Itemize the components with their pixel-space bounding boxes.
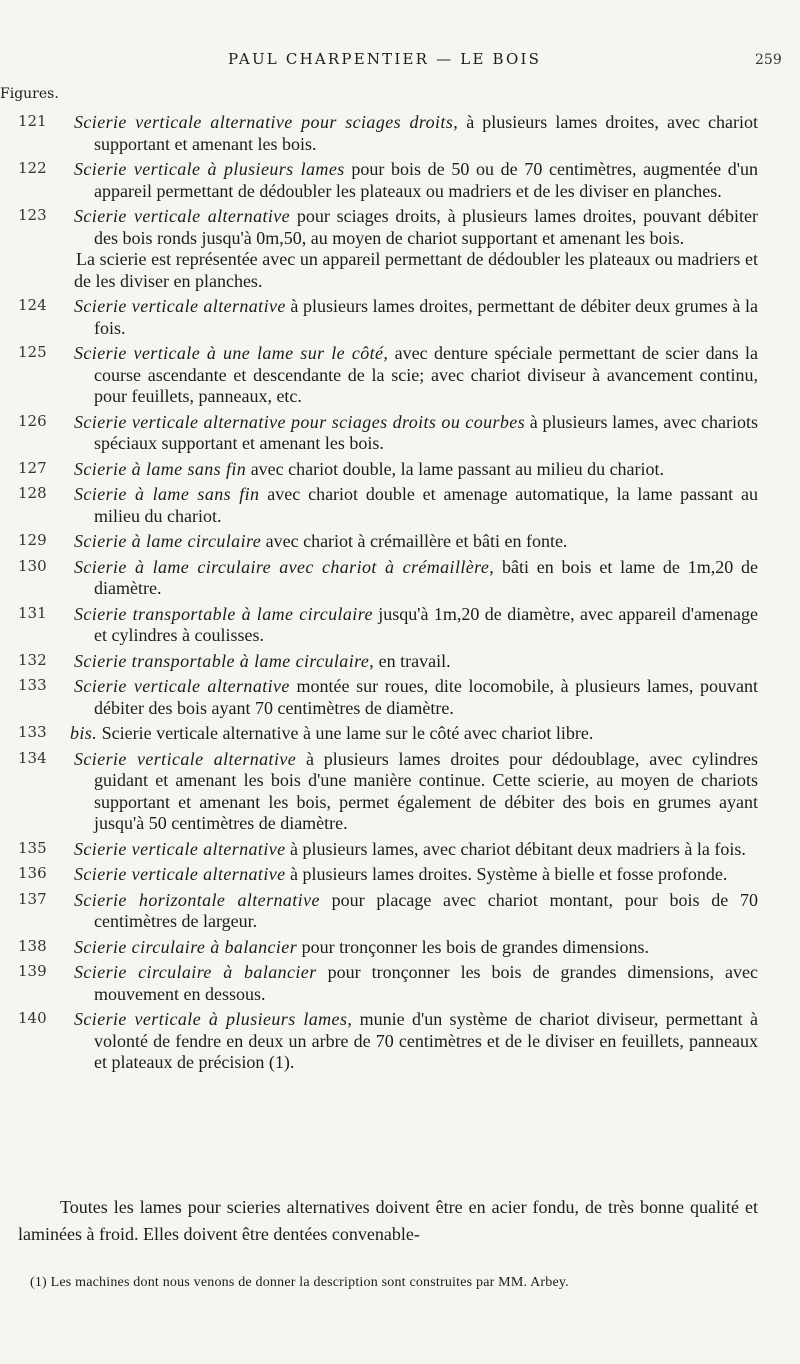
footnote-separator bbox=[30, 1262, 150, 1263]
figure-note: La scierie est représentée avec un appareil permettant de dédoubler les plateaux ou madriers et de les diviser en planches. bbox=[74, 249, 758, 291]
figure-description: avec chariot double et amenage automatique, la lame passant au milieu du chariot. bbox=[94, 484, 758, 526]
figures-label: Figures. bbox=[0, 86, 59, 102]
figure-caption bbox=[74, 531, 758, 553]
figure-description: pour sciages droits, à plusieurs lames droites, pouvant débiter des bois ronds jusqu'à 0m,50, au moyen de chariot supportant et amenant les bois. bbox=[94, 206, 758, 248]
figure-title-italic: Scierie verticale à une lame sur le côté, bbox=[74, 343, 389, 363]
figure-number: 127 bbox=[18, 458, 47, 477]
page-number: 259 bbox=[755, 52, 782, 68]
figure-caption bbox=[74, 484, 758, 527]
figure-title-italic: Scierie circulaire à balancier bbox=[74, 962, 317, 982]
figure-caption bbox=[74, 412, 758, 455]
figure-entry bbox=[0, 484, 800, 527]
figure-caption bbox=[74, 839, 758, 861]
figure-title-italic: bis. bbox=[70, 723, 98, 743]
figure-entry bbox=[0, 112, 800, 155]
figure-description: à plusieurs lames droites, avec chariot supportant et amenant les bois. bbox=[94, 112, 758, 154]
figure-caption bbox=[70, 723, 758, 745]
figure-number: 124 bbox=[18, 296, 47, 314]
figure-entry bbox=[0, 676, 800, 719]
figure-caption bbox=[74, 676, 758, 719]
figure-description: avec denture spéciale permettant de scier dans la course ascendante et descendante de la scie; avec chariot diviseur à avancement continu, pour feuillets, panneaux, etc. bbox=[94, 343, 758, 406]
figure-entry bbox=[0, 864, 800, 886]
figure-entry bbox=[0, 1009, 800, 1074]
figure-entry bbox=[0, 531, 800, 553]
figure-title-italic: Scierie verticale alternative bbox=[74, 296, 286, 316]
figure-title-italic: Scierie transportable à lame circulaire bbox=[74, 603, 373, 624]
figure-number: 140 bbox=[18, 1009, 47, 1027]
figure-description: Scierie verticale alternative à une lame sur le côté avec chariot libre. bbox=[97, 723, 594, 743]
figure-number: 137 bbox=[18, 889, 47, 908]
figure-entry bbox=[0, 459, 800, 481]
figure-caption bbox=[74, 937, 758, 959]
figure-title-italic: Scierie verticale alternative bbox=[74, 206, 291, 226]
closing-paragraph: Toutes les lames pour scieries alternatives doivent être en acier fondu, de très bonne qualité et laminées à froid. Elles doivent être dentées convenable- bbox=[18, 1197, 758, 1244]
figure-entry bbox=[0, 937, 800, 959]
figure-caption bbox=[74, 890, 758, 933]
figure-description: montée sur roues, dite locomobile, à plusieurs lames, pouvant débiter des bois ayant 70 centimètres de diamètre. bbox=[94, 676, 758, 718]
figure-title-italic: Scierie à lame sans fin bbox=[74, 458, 247, 479]
figure-description: à plusieurs lames droites pour dédoublage, avec cylindres guidant et amenant les bois d'une manière continue. Cette scierie, au moyen de chariots supportant et amenant les bois, permet également de débiter des bois en grumes ayant jusqu'à 50 centimètres de diamètre. bbox=[94, 748, 758, 833]
figure-list bbox=[0, 112, 800, 1078]
figure-description: avec chariot double, la lame passant au milieu du chariot. bbox=[246, 458, 665, 479]
figure-number: 131 bbox=[18, 603, 47, 622]
figure-title-italic: Scierie verticale alternative bbox=[74, 838, 286, 859]
figure-entry bbox=[0, 749, 800, 835]
figure-title-italic: Scierie verticale alternative bbox=[74, 676, 290, 696]
figure-number: 132 bbox=[18, 650, 47, 669]
figure-caption bbox=[74, 651, 758, 673]
figure-number: 139 bbox=[18, 962, 47, 980]
figure-number: 122 bbox=[18, 159, 47, 177]
figure-entry bbox=[0, 412, 800, 455]
figure-description: jusqu'à 1m,20 de diamètre, avec appareil d'amenage et cylindres à coulisses. bbox=[94, 603, 759, 645]
figure-number: 138 bbox=[18, 936, 47, 955]
figure-number: 121 bbox=[18, 112, 47, 130]
figure-title-italic: Scierie verticale alternative pour sciages droits, bbox=[74, 112, 459, 132]
footnote: (1) Les machines dont nous venons de donner la description sont construites par MM. Arbey. bbox=[30, 1275, 569, 1290]
figure-number: 135 bbox=[18, 838, 47, 857]
figure-caption bbox=[74, 864, 758, 886]
figure-description: à plusieurs lames, avec chariots spéciaux supportant et amenant les bois. bbox=[94, 411, 758, 453]
figure-title-italic: Scierie à lame circulaire bbox=[74, 531, 262, 551]
figure-entry bbox=[0, 890, 800, 933]
figure-description: bâti en bois et lame de 1m,20 de diamètre. bbox=[94, 556, 759, 598]
figure-title-italic: Scierie transportable à lame circulaire, bbox=[74, 650, 375, 671]
figure-entry bbox=[0, 296, 800, 339]
figure-title-italic: Scierie à lame sans fin bbox=[74, 484, 260, 504]
figure-title-italic: Scierie verticale alternative bbox=[74, 748, 297, 769]
figure-caption bbox=[74, 749, 758, 835]
figure-number: 130 bbox=[18, 556, 47, 575]
figure-title-italic: Scierie circulaire à balancier bbox=[74, 936, 298, 957]
figure-entry bbox=[0, 839, 800, 861]
figure-number: 134 bbox=[18, 748, 47, 767]
figure-title-italic: Scierie verticale à plusieurs lames bbox=[74, 159, 345, 179]
figure-entry bbox=[0, 604, 800, 647]
figure-description: à plusieurs lames droites, permettant de débiter deux grumes à la fois. bbox=[94, 296, 758, 338]
figure-caption bbox=[74, 112, 758, 155]
figure-caption bbox=[74, 159, 758, 202]
figure-description: à plusieurs lames droites. Système à bielle et fosse profonde. bbox=[285, 864, 728, 884]
figure-number: 123 bbox=[18, 206, 47, 224]
figure-title-italic: Scierie verticale à plusieurs lames, bbox=[74, 1009, 353, 1029]
figure-description: pour tronçonner les bois de grandes dimensions, avec mouvement en dessous. bbox=[94, 962, 758, 1004]
figure-caption bbox=[74, 604, 758, 647]
figure-caption bbox=[74, 459, 758, 481]
figure-title-italic: Scierie horizontale alternative bbox=[74, 889, 320, 910]
figure-description: avec chariot à crémaillère et bâti en fonte. bbox=[261, 531, 568, 551]
figure-description: pour tronçonner les bois de grandes dimensions. bbox=[297, 936, 650, 957]
figure-description: pour placage avec chariot montant, pour bois de 70 centimètres de largeur. bbox=[94, 889, 758, 931]
figure-entry bbox=[0, 206, 800, 292]
figure-caption bbox=[74, 343, 758, 408]
figure-number: 133 bbox=[18, 676, 47, 694]
figure-description: munie d'un système de chariot diviseur, permettant à volonté de fendre en deux un arbre de 70 centimètres et de le diviser en feuillets, panneaux et plateaux de précision (1). bbox=[94, 1009, 759, 1072]
figure-entry bbox=[0, 343, 800, 408]
figure-caption bbox=[74, 206, 758, 249]
figure-caption bbox=[74, 1009, 758, 1074]
figure-title-italic: Scierie verticale alternative pour sciages droits ou courbes bbox=[74, 411, 526, 432]
figure-description: à plusieurs lames, avec chariot débitant deux madriers à la fois. bbox=[285, 838, 746, 859]
header-title: PAUL CHARPENTIER — LE BOIS bbox=[228, 50, 542, 68]
figure-number: 126 bbox=[18, 411, 47, 430]
figure-description: en travail. bbox=[374, 650, 451, 671]
figure-caption bbox=[74, 557, 758, 600]
figure-entry bbox=[0, 159, 800, 202]
running-header bbox=[0, 50, 800, 72]
figure-number: 136 bbox=[18, 864, 47, 882]
figure-caption bbox=[74, 296, 758, 339]
figure-title-italic: Scierie verticale alternative bbox=[74, 864, 286, 884]
figure-number: 125 bbox=[18, 343, 47, 361]
figure-entry bbox=[0, 962, 800, 1005]
figure-number: 129 bbox=[18, 531, 47, 549]
figure-number: 128 bbox=[18, 484, 47, 502]
figure-entry bbox=[0, 723, 800, 745]
figure-number: 133 bbox=[18, 723, 47, 741]
figure-title-italic: Scierie à lame circulaire avec chariot à crémaillère, bbox=[74, 556, 495, 577]
figure-caption bbox=[74, 962, 758, 1005]
figure-entry bbox=[0, 651, 800, 673]
figure-description: pour bois de 50 ou de 70 centimètres, augmentée d'un appareil permettant de dédoubler les plateaux ou madriers et de les diviser en planches. bbox=[94, 159, 758, 201]
figure-entry bbox=[0, 557, 800, 600]
